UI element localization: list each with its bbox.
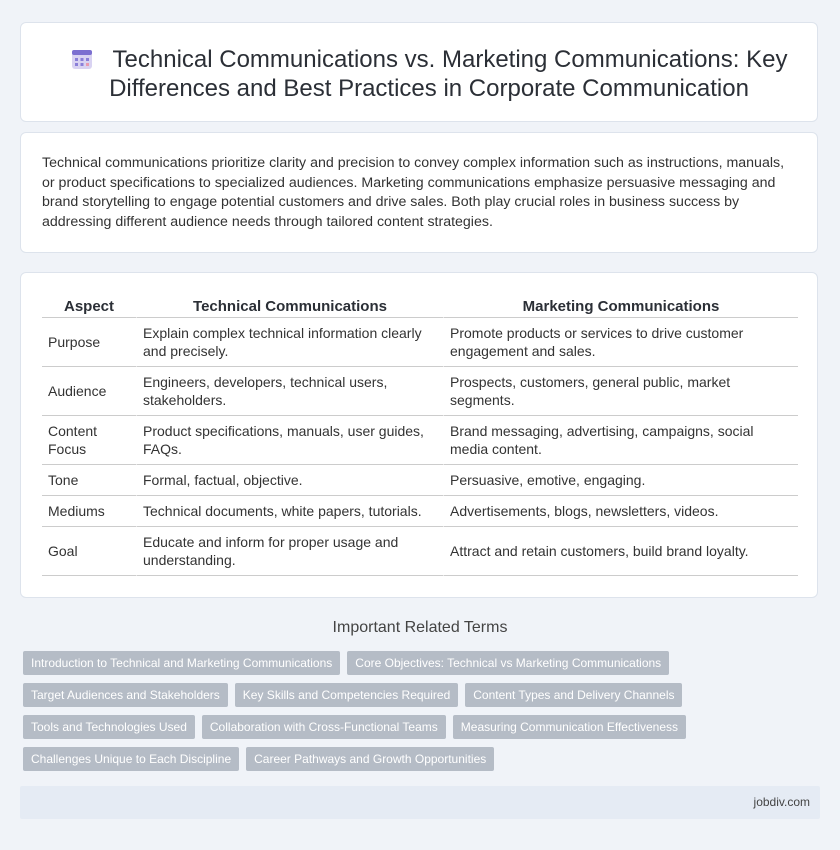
cell-marketing: Advertisements, blogs, newsletters, videos.: [443, 496, 798, 527]
comparison-table: [42, 295, 798, 576]
cell-technical: Engineers, developers, technical users, stakeholders.: [136, 367, 443, 416]
intro-card: [20, 132, 818, 253]
related-term-tag[interactable]: Challenges Unique to Each Discipline: [23, 747, 239, 771]
related-terms-title: Important Related Terms: [332, 619, 508, 636]
cell-marketing: Attract and retain customers, build brand loyalty.: [443, 527, 798, 576]
header-card: [20, 22, 818, 122]
related-term-tag[interactable]: Core Objectives: Technical vs Marketing Communications: [347, 651, 669, 675]
page-title-text: Technical Communications vs. Marketing Communications: Key Differences and Best Practices in Corporate Communication: [109, 46, 788, 102]
related-term-tag[interactable]: Target Audiences and Stakeholders: [23, 683, 228, 707]
header-technical: Technical Communications: [136, 295, 443, 318]
table-row: [42, 318, 798, 367]
footer: [20, 786, 820, 819]
cell-aspect: Goal: [42, 527, 136, 576]
table-row: [42, 527, 798, 576]
calendar-grid-icon: [71, 48, 93, 70]
cell-aspect: Mediums: [42, 496, 136, 527]
cell-aspect: Content Focus: [42, 416, 136, 465]
cell-marketing: Persuasive, emotive, engaging.: [443, 465, 798, 496]
table-header-row: [42, 295, 798, 318]
cell-technical: Formal, factual, objective.: [136, 465, 443, 496]
cell-marketing: Brand messaging, advertising, campaigns, social media content.: [443, 416, 798, 465]
cell-technical: Technical documents, white papers, tutorials.: [136, 496, 443, 527]
table-row: [42, 416, 798, 465]
related-terms-tags: [23, 651, 823, 779]
page-title: [61, 45, 797, 103]
related-term-tag[interactable]: Introduction to Technical and Marketing Communications: [23, 651, 340, 675]
cell-aspect: Purpose: [42, 318, 136, 367]
cell-aspect: Tone: [42, 465, 136, 496]
table-row: [42, 367, 798, 416]
related-term-tag[interactable]: Key Skills and Competencies Required: [235, 683, 458, 707]
cell-technical: Product specifications, manuals, user guides, FAQs.: [136, 416, 443, 465]
header-marketing: Marketing Communications: [443, 295, 798, 318]
cell-marketing: Prospects, customers, general public, market segments.: [443, 367, 798, 416]
related-term-tag[interactable]: Tools and Technologies Used: [23, 715, 195, 739]
related-term-tag[interactable]: Career Pathways and Growth Opportunities: [246, 747, 494, 771]
comparison-table-card: [20, 272, 818, 598]
table-row: [42, 496, 798, 527]
cell-marketing: Promote products or services to drive customer engagement and sales.: [443, 318, 798, 367]
related-term-tag[interactable]: Measuring Communication Effectiveness: [453, 715, 686, 739]
table-row: [42, 465, 798, 496]
cell-aspect: Audience: [42, 367, 136, 416]
cell-technical: Explain complex technical information clearly and precisely.: [136, 318, 443, 367]
header-aspect: Aspect: [42, 295, 136, 318]
cell-technical: Educate and inform for proper usage and understanding.: [136, 527, 443, 576]
related-term-tag[interactable]: Content Types and Delivery Channels: [465, 683, 682, 707]
footer-brand-link[interactable]: jobdiv.com: [753, 795, 810, 809]
related-term-tag[interactable]: Collaboration with Cross-Functional Teams: [202, 715, 446, 739]
intro-text: Technical communications prioritize clarity and precision to convey complex information such as instructions, manuals, or product specifications to specialized audiences. Marketing communications emphasize persuasive messaging and brand storytelling to engage potential customers and drive sales. Both play crucial roles in business success by addressing different audience needs through tailored content strategies.: [42, 155, 785, 230]
